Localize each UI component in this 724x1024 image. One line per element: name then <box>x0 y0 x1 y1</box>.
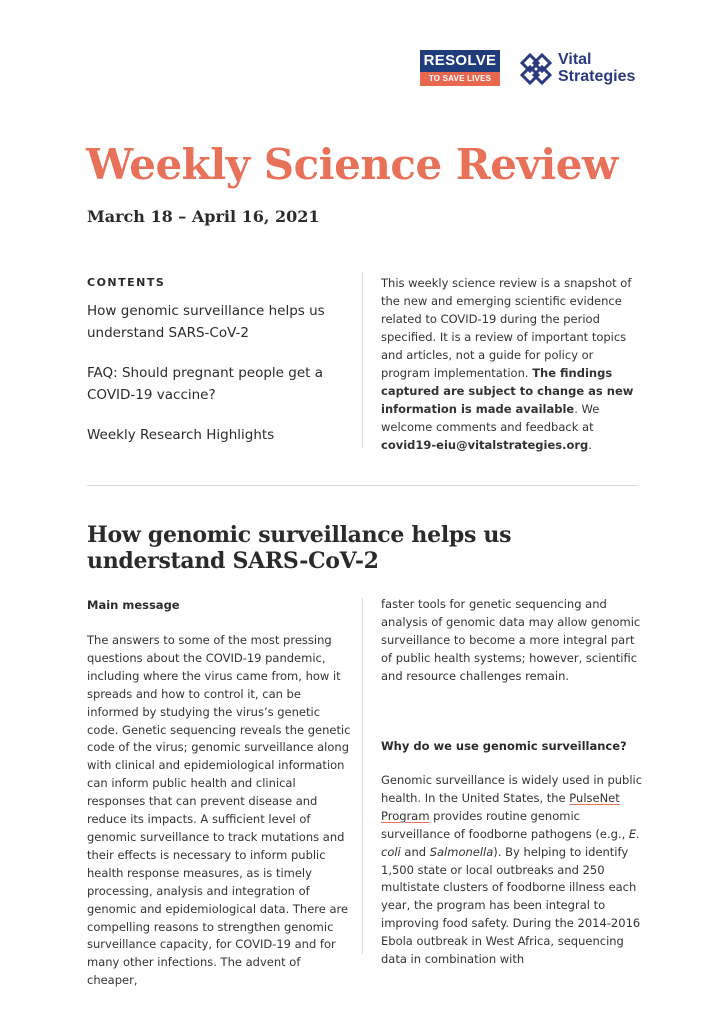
vital-logo-line2: Strategies <box>558 68 636 85</box>
resolve-logo-tagline: TO SAVE LIVES <box>420 72 500 86</box>
column-divider-2 <box>362 598 363 954</box>
resolve-logo-text: RESOLVE <box>420 50 500 72</box>
intro-bold-note: The findings captured are subject to change as new information is made available <box>381 366 634 416</box>
section-title: How genomic surveillance helps us understand SARS-CoV-2 <box>87 522 512 574</box>
feedback-email-link[interactable]: covid19-eiu@vitalstrategies.org <box>381 438 589 452</box>
why-heading: Why do we use genomic surveillance? <box>381 739 627 753</box>
main-message-heading: Main message <box>87 598 180 612</box>
why-paragraph: Genomic surveillance is widely used in public health. In the United States, the PulseNet Program provides routine genomic surveillance of foodborne pathogens (e.g., E. coli and Salmonella). By helping to identify 1,500 state or local outbreaks and 250 multistate clusters of foodborne illness each year, the program has been integral to improving food safety. During the 2014-2016 Ebola outbreak in West Africa, sequencing data in combination with <box>381 773 643 967</box>
date-range: March 18 – April 16, 2021 <box>87 207 320 226</box>
vital-logo-line1: Vital <box>558 51 592 68</box>
pulsenet-link[interactable]: PulseNet Program <box>381 790 620 823</box>
column-divider <box>362 272 363 448</box>
section-divider <box>87 485 638 486</box>
contents-item-highlights[interactable]: Weekly Research Highlights <box>87 427 275 443</box>
intro-paragraph: This weekly science review is a snapshot of the new and emerging scientific evidence related to COVID-19 during the period specified. It is a review of important topics and articles, not a guide for policy or program implementation. The findings captured are subject to change as new information is made available. We welcome comments and feedback at covid19-eiu@vitalstrategies.org. <box>381 276 634 452</box>
resolve-logo <box>420 50 500 86</box>
contents-heading: CONTENTS <box>87 276 166 289</box>
main-message-continued: faster tools for genetic sequencing and analysis of genomic data may allow genomic surveillance to become a more integral part of public health systems; however, scientific and resource challenges remain. <box>381 597 641 683</box>
contents-item-faq[interactable]: FAQ: Should pregnant people get a COVID-19 vaccine? <box>87 365 323 403</box>
vital-strategies-logo <box>518 50 643 90</box>
page-title: Weekly Science Review <box>86 140 618 189</box>
contents-item-genomic[interactable]: How genomic surveillance helps us understand SARS-CoV-2 <box>87 303 325 341</box>
main-message-text: The answers to some of the most pressing questions about the COVID-19 pandemic, including where the virus came from, how it spreads and how to control it, can be informed by studying the virus’s genetic code. Genetic sequencing reveals the genetic code of the virus; genomic surveillance along with clinical and epidemiological information can inform public health and clinical responses that can prevent disease and reduce its impacts. A sufficient level of genomic surveillance to track mutations and their effects is necessary to inform public health response measures, as is timely processing, analysis and integration of genomic and epidemiological data. There are compelling reasons to strengthen genomic surveillance capacity, for COVID-19 and for many other infections. The advent of cheaper, <box>87 633 351 988</box>
vital-strategies-mark-icon <box>518 51 554 87</box>
